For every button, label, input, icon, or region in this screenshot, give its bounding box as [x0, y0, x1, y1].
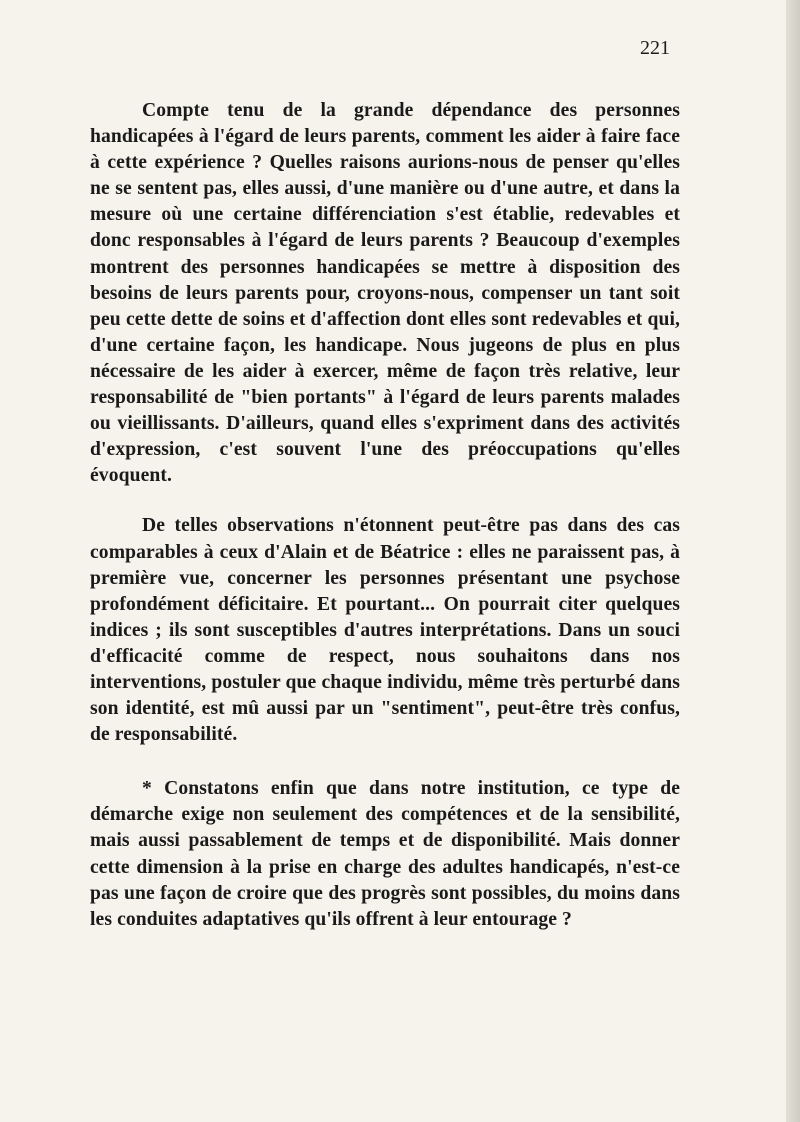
- page-number: 221: [640, 37, 670, 59]
- body-text: [90, 98, 680, 933]
- paragraph-2: De telles observations n'étonnent peut-être pas dans des cas comparables à ceux d'Alain et de Béatrice : elles ne paraissent pas, à première vue, concerner les personnes présentant une psychose profondément déficitaire. Et pourtant... On pourrait citer quelques indices ; ils sont susceptibles d'autres interprétations. Dans un souci d'efficacité comme de respect, nous souhaitons dans nos interventions, postuler que chaque individu, même très perturbé dans son identité, est mû aussi par un "sentiment", peut-être très confus, de responsabilité.: [90, 515, 680, 746]
- page-edge: [786, 0, 800, 1122]
- paragraph-1: Compte tenu de la grande dépendance des personnes handicapées à l'égard de leurs parents, comment les aider à faire face à cette expérience ? Quelles raisons aurions-nous de penser qu'elles ne se sentent pas, elles aussi, d'une manière ou d'une autre, et dans la mesure où une certaine différenciation s'est établie, redevables et donc responsables à l'égard de leurs parents ? Beaucoup d'exemples montrent des personnes handicapées se mettre à disposition des besoins de leurs parents pour, croyons-nous, compenser un tant soit peu cette dette de soins et d'affection dont elles sont redevables et qui, d'une certaine façon, les handicape. Nous jugeons de plus en plus nécessaire de les aider à exercer, même de façon très relative, leur responsabilité de "bien portants" à l'égard de leurs parents malades ou vieillissants. D'ailleurs, quand elles s'expriment dans des activités d'expression, c'est souvent l'une des préoccupations qu'elles évoquent.: [90, 100, 680, 487]
- paragraph-3: * Constatons enfin que dans notre institution, ce type de démarche exige non seulement des compétences et de la sensibilité, mais aussi passablement de temps et de disponibilité. Mais donner cette dimension à la prise en charge des adultes handicapés, n'est-ce pas une façon de croire que des progrès sont possibles, du moins dans les conduites adaptatives qu'ils offrent à leur entourage ?: [90, 778, 680, 930]
